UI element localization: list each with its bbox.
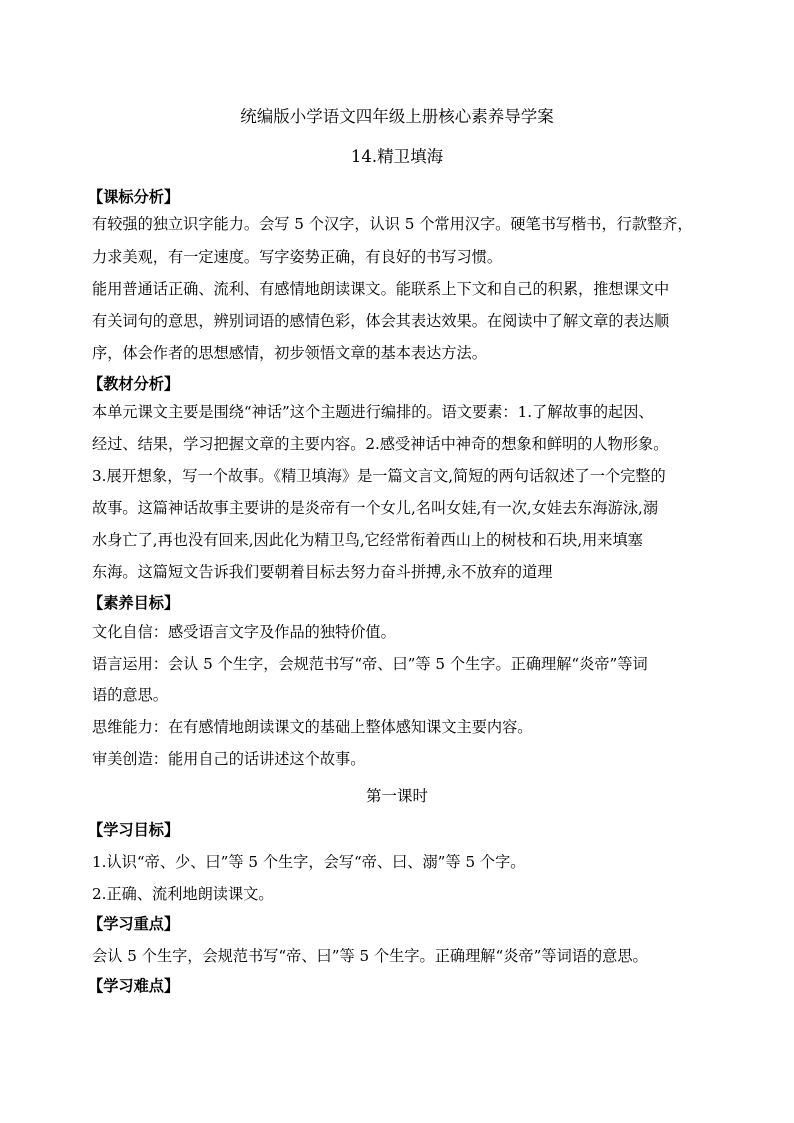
paragraph-line: 本单元课文主要是围绕“神话”这个主题进行编排的。语文要素：1.了解故事的起因、 [92, 403, 654, 421]
paragraph-line: 文化自信：感受语言文字及作品的独特价值。 [92, 623, 396, 641]
paragraph-line: 会认 5 个生字，会规范书写“帝、曰”等 5 个生字。正确理解“炎帝”等词语的意思。 [92, 947, 648, 965]
section-heading-goals: 【学习目标】 [88, 821, 180, 839]
document-title: 统编版小学语文四年级上册核心素养导学案 [240, 107, 554, 126]
paragraph-line: 力求美观，有一定速度。写字姿势正确，有良好的书写习惯。 [92, 248, 503, 266]
paragraph-line: 水身亡了,再也没有回来,因此化为精卫鸟,它经常衔着西山上的树枝和石块,用来填塞 [92, 531, 643, 549]
paragraph-line: 思维能力：在有感情地朗读课文的基础上整体感知课文主要内容。 [92, 718, 533, 736]
paragraph-line: 1.认识“帝、少、曰”等 5 个生字，会写“帝、曰、溺”等 5 个字。 [92, 853, 526, 871]
paragraph-line: 有较强的独立识字能力。会写 5 个汉字，认识 5 个常用汉字。硬笔书写楷书，行款整齐， [92, 215, 693, 233]
paragraph-line: 有关词句的意思，辨别词语的感情色彩，体会其表达效果。在阅读中了解文章的表达顺 [92, 312, 670, 330]
section-heading-standard: 【课标分析】 [88, 188, 180, 206]
paragraph-line: 语言运用：会认 5 个生字，会规范书写“帝、曰”等 5 个生字。正确理解“炎帝”等词 [92, 655, 648, 673]
paragraph-line: 经过、结果，学习把握文章的主要内容。2.感受神话中神奇的想象和鲜明的人物形象。 [92, 435, 669, 453]
paragraph-line: 故事。这篇神话故事主要讲的是炎帝有一个女儿,名叫女娃,有一次,女娃去东海游泳,溺 [92, 499, 659, 517]
section-heading-key-points: 【学习重点】 [88, 915, 180, 933]
section-heading-difficulties: 【学习难点】 [88, 977, 180, 995]
paragraph-line: 3.展开想象，写一个故事。《精卫填海》是一篇文言文,简短的两句话叙述了一个完整的 [92, 467, 666, 485]
period-title: 第一课时 [365, 787, 428, 805]
paragraph-line: 审美创造：能用自己的话讲述这个故事。 [92, 750, 366, 768]
section-heading-textbook: 【教材分析】 [88, 375, 180, 393]
paragraph-line: 东海。这篇短文告诉我们要朝着目标去努力奋斗拼搏,永不放弃的道理 [92, 563, 553, 581]
paragraph-line: 序，体会作者的思想感情，初步领悟文章的基本表达方法。 [92, 344, 487, 362]
lesson-title: 14.精卫填海 [350, 147, 444, 166]
paragraph-line: 能用普通话正确、流利、有感情地朗读课文。能联系上下文和自己的积累，推想课文中 [92, 280, 670, 298]
paragraph-line: 2.正确、流利地朗读课文。 [92, 885, 274, 903]
paragraph-line: 语的意思。 [92, 686, 168, 704]
section-heading-literacy: 【素养目标】 [88, 594, 180, 612]
